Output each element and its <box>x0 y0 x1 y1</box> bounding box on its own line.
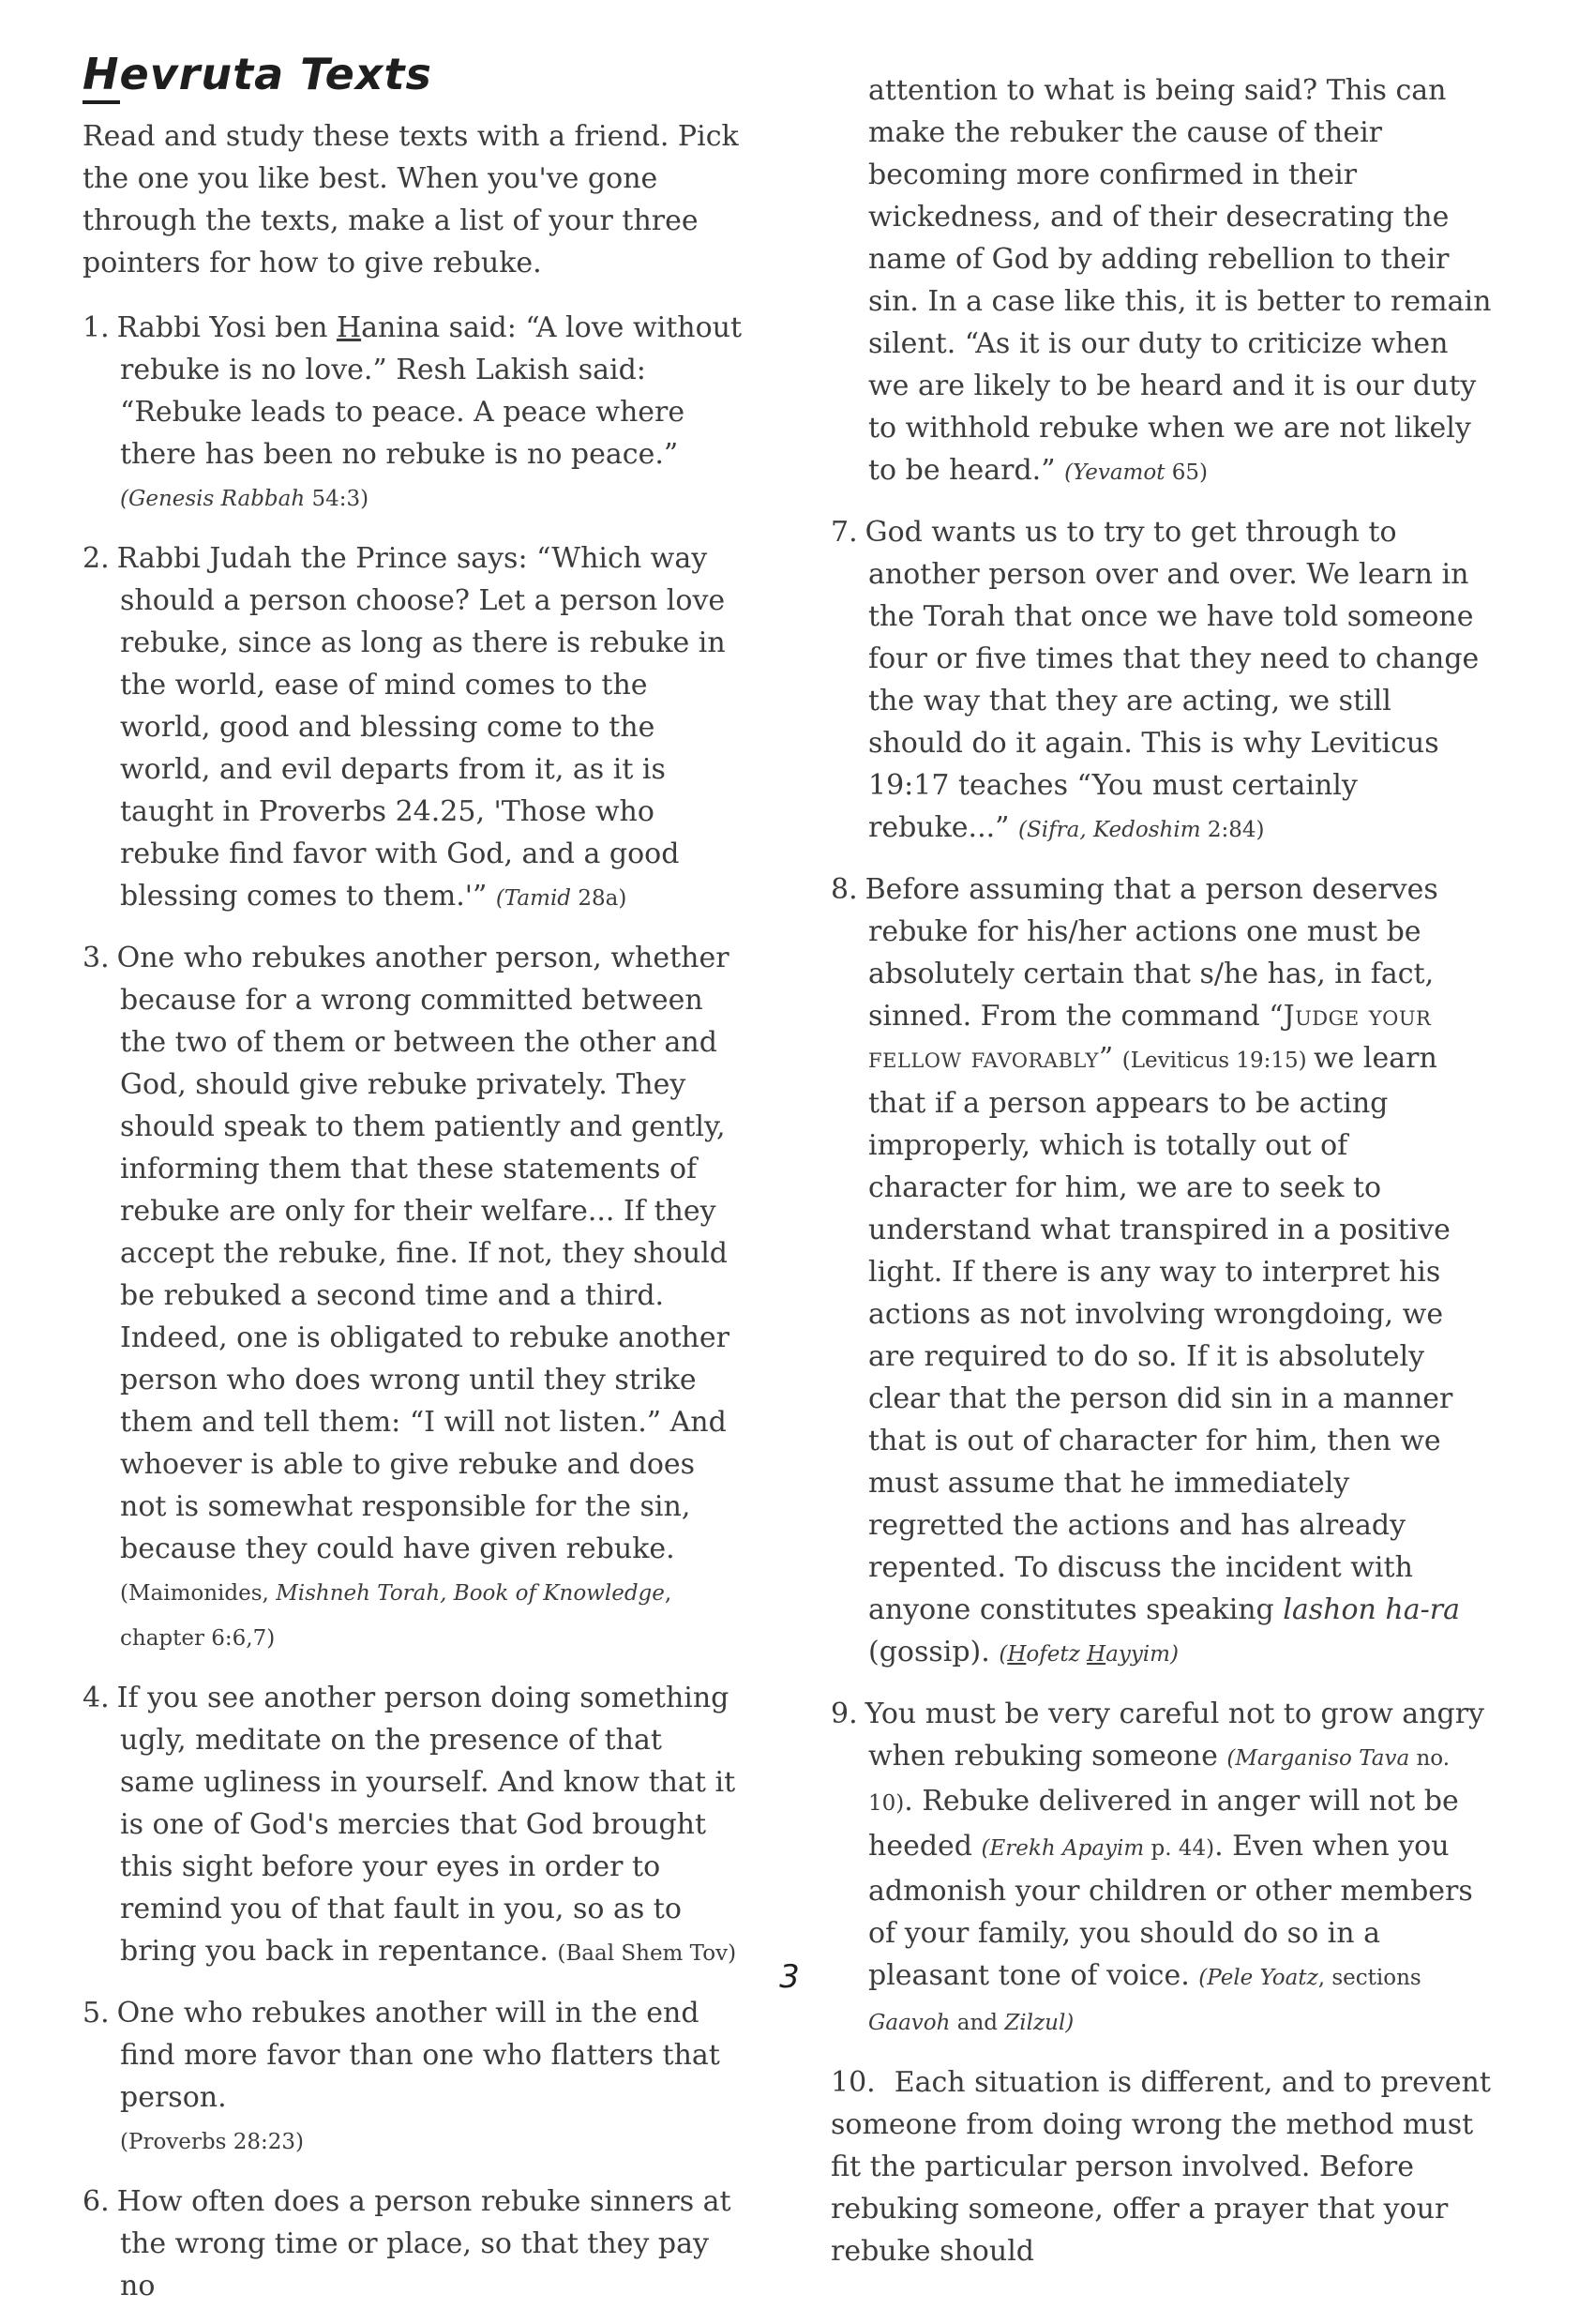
citation-text: (Maimonides, <box>120 1581 277 1607</box>
list-item <box>83 1677 744 1975</box>
body-text: Before assuming that a person deserves rebuke for his/her actions one must be absolutely certain that s/he has, in fact, sinned. From the command “ <box>865 873 1438 1033</box>
citation-text: , sections <box>1317 1966 1421 1990</box>
citation-text: 65) <box>1171 460 1208 485</box>
body-text: Rabbi Yosi ben <box>116 311 337 345</box>
body-text: How often does a person rebuke sinners at the wrong time or place, so that they pay no <box>116 2185 731 2303</box>
intro-paragraph: Read and study these texts with a friend. Pick the one you like best. When you've gone through the texts, make a list of your three pointers for how to give rebuke. <box>83 120 739 280</box>
citation-text: (Tamid <box>495 886 579 912</box>
body-text: we learn that if a person appears to be acting improperly, which is totally out of character for him, we are to seek to understand what transpired in a positive light. If there is any way to interpret his actions as not involving wrongdoing, we are required to do so. If it is absolutely clear that the person did sin in a manner that is out of character for him, then we must assume that he immediately regretted the actions and has already repented. To discuss the incident with anyone constitutes speaking <box>868 1042 1453 1626</box>
citation-text: ofetz <box>1026 1642 1088 1667</box>
citation-text: 54:3) <box>311 487 369 512</box>
body-text: One who rebukes another will in the end find more favor than one who flatters that person. <box>116 1997 720 2115</box>
citation-text: 28a) <box>578 886 627 912</box>
citation-text: ( <box>999 1642 1008 1667</box>
page-title <box>83 49 744 100</box>
body-text: ” <box>1098 1042 1122 1075</box>
list-item-number: 2. <box>83 542 110 576</box>
list-item-number: 1. <box>83 311 110 345</box>
list-item <box>831 868 1493 1676</box>
list-item-number: 7. <box>831 516 858 549</box>
list-item <box>83 1992 744 2164</box>
citation-text: (Genesis Rabbah <box>120 487 312 512</box>
citation-text: (Yevamot <box>1064 460 1172 485</box>
list-item <box>831 2061 1493 2272</box>
list-item-number: 8. <box>831 873 858 906</box>
list-item-number: 4. <box>83 1682 110 1715</box>
body-text: attention to what is being said? This can make the rebuker the cause of their becoming more confirmed in their wickedness, and of their desecrating the name of God by adding rebellion to their sin. In a case like this, it is better to remain silent. “As it is our duty to criticize when we are likely to be heard and it is our duty to withhold rebuke when we are not likely to be heard.” <box>868 74 1492 487</box>
body-text: . Rebuke delivered in anger will not be heeded <box>868 1785 1459 1863</box>
citation-text: 2:84) <box>1207 818 1265 842</box>
continuation-paragraph <box>831 69 1493 494</box>
citation-text: Mishneh Torah, Book of Knowledge <box>276 1581 665 1607</box>
list-item-number: 10. <box>831 2066 876 2099</box>
list-item-number: 9. <box>831 1698 858 1730</box>
body-text: God wants us to try to get through to another person over and over. We learn in the Torah that once we have told someone four or five times that they need to change the way that they are acting, we still should do it again. This is why Leviticus 19:17 teaches “You must certainly rebuke...” <box>865 516 1480 844</box>
list-item-number: 5. <box>83 1997 110 2030</box>
body-text: anina said: “A love without rebuke is no love.” Resh Lakish said: “Rebuke leads to peace. A peace where there has been no rebuke is no peace.” <box>120 311 743 472</box>
citation-text: ayyim) <box>1105 1642 1179 1667</box>
body-text: Each situation is different, and to prevent someone from doing wrong the method must fit the particular person involved. Before rebuking someone, offer a prayer that your rebuke should <box>831 2066 1491 2268</box>
body-text: Judge your fellow favorably <box>868 1000 1432 1075</box>
citation-text: (Proverbs 28:23) <box>120 2130 304 2155</box>
left-column-list <box>83 307 744 2307</box>
citation-text: H <box>1087 1642 1106 1667</box>
citation-text: (Leviticus 19:15) <box>1121 1049 1314 1073</box>
citation-text: (Erekh Apayim <box>981 1836 1145 1861</box>
list-item <box>83 307 744 521</box>
citation-text: (Sifra, Kedoshim <box>1018 818 1208 842</box>
body-text: (gossip). <box>868 1636 1000 1668</box>
list-item <box>83 537 744 920</box>
citation-text: (Baal Shem Tov) <box>557 1941 737 1967</box>
body-text: H <box>336 311 362 345</box>
citation-text: no. 10) <box>868 1746 1451 1816</box>
title-rest: evruta Texts <box>119 49 432 99</box>
body-text: Rabbi Judah the Prince says: “Which way should a person choose? Let a person love rebuke, since as long as there is rebuke in the world, ease of mind comes to the world, good and blessing come to the world, and evil departs from it, as it is taught in Proverbs 24.25, 'Those who rebuke find favor with God, and a good blessing comes to them.'” <box>116 542 726 913</box>
body-text: . Even when you admonish your children or other members of your family, you should do so in a pleasant tone of voice. <box>868 1830 1473 1992</box>
right-column <box>831 49 1493 2289</box>
body-text: lashon ha-ra <box>1283 1593 1460 1626</box>
citation-text: p. 44) <box>1144 1836 1215 1861</box>
list-item-number: 3. <box>83 942 110 975</box>
right-column-list <box>831 69 1493 2272</box>
citation-text: Zilzul) <box>1004 2011 1075 2035</box>
citation-text: (Pele Yoatz <box>1198 1966 1318 1990</box>
list-item-number: 6. <box>83 2185 110 2219</box>
list-item <box>83 937 744 1660</box>
citation-text: (Marganiso Tava <box>1226 1746 1410 1771</box>
list-item <box>83 2181 744 2307</box>
list-item <box>831 511 1493 852</box>
body-text: If you see another person doing something ugly, meditate on the presence of that same ugliness in yourself. And know that it is one of God's mercies that God brought this sight before your eyes in order to remind you of that fault in you, so as to bring you back in repentance. <box>116 1682 736 1969</box>
citation-text: Gaavoh <box>868 2011 951 2035</box>
page-number: 3 <box>779 1958 800 1996</box>
citation-text: , chapter 6:6,7) <box>120 1581 672 1652</box>
body-text: One who rebukes another person, whether because for a wrong committed between the two of them or between the other and God, should give rebuke privately. They should speak to them patiently and gently, informing them that these statements of rebuke are only for their welfare... If they accept the rebuke, fine. If not, they should be rebuked a second time and a third. Indeed, one is obligated to rebuke another person who does wrong until they strike them and tell them: “I will not listen.” And whoever is able to give rebuke and does not is somewhat responsible for the sin, because they could have given rebuke. <box>116 942 729 1566</box>
title-initial-letter: H <box>83 49 120 104</box>
citation-text: H <box>1007 1642 1027 1667</box>
body-text: You must be very careful not to grow angry when rebuking someone <box>865 1698 1485 1773</box>
citation-text: and <box>950 2011 1005 2035</box>
